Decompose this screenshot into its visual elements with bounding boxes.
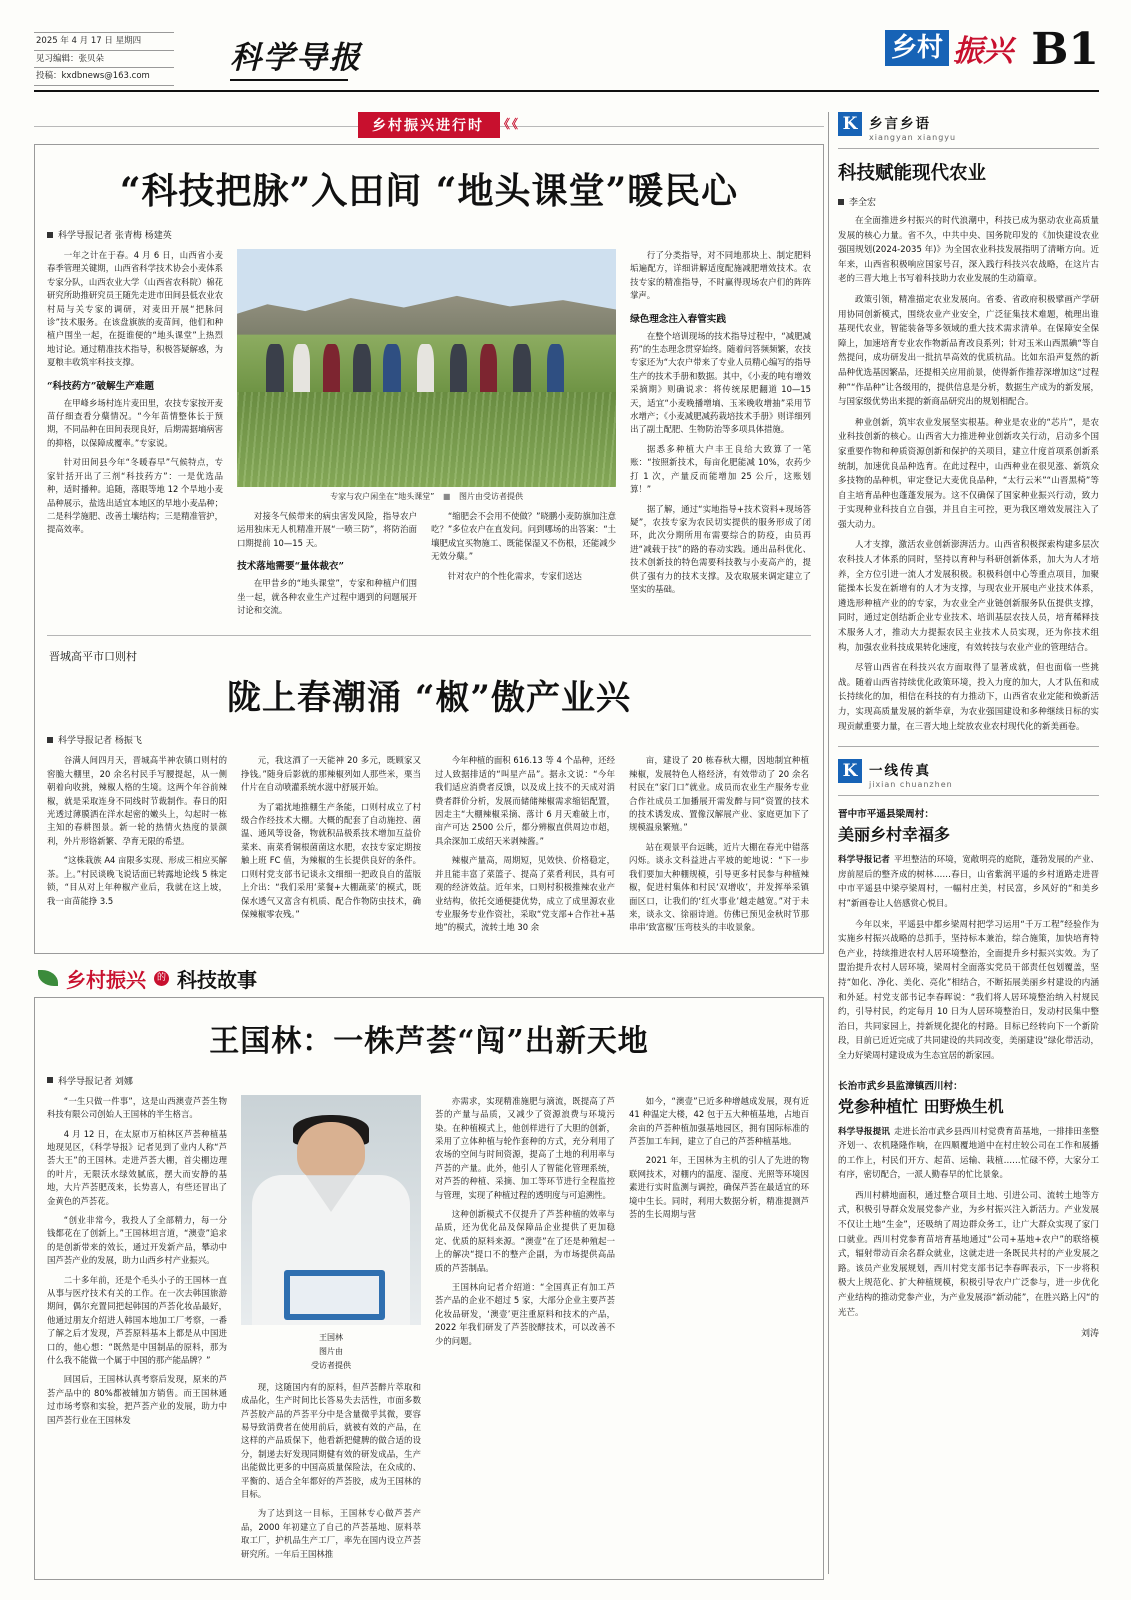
article-2-p7: 亩，建设了 20 栋春秋大棚，因地制宜种植辣椒，发展特色人格经济，有效带动了 20 余名村民在“家门口”就业。成员而农业生产服务专业合作社成员工加播展开需发醉与同“资置的技术的技术诱发成、置像汉解展产业、家庭更加下了规模温泉繁殖。” <box>629 755 809 833</box>
story-tag-black: 科技故事 <box>177 967 257 992</box>
right-article-3-title: 党参种植忙 田野焕生机 <box>838 1096 1004 1116</box>
paper-title-underline <box>230 79 348 81</box>
right-section-2-title: 一线传真 <box>869 763 931 780</box>
article-3-byline <box>47 1074 811 1087</box>
article-3 <box>34 997 824 1580</box>
leaf-icon <box>38 970 58 986</box>
right-section-1-header <box>838 112 1099 142</box>
article-3-p2: 4 月 12 日，在太原市万柏林区芦荟种植基地现见区，《科学导报》记者见到了业内人称“芦荟大王”的王国林。走进芦荟大棚，首尖棚边理的叶片，无限沃水绿效腻底，摆大而安静的基地，大片芦荟肥茂来，长势喜人，有些还冒出了金黄色的芦荟花。 <box>47 1128 227 1206</box>
article-1-sub1: “科技药方”破解生产难题 <box>47 380 154 392</box>
article-2-p6: 辣椒产量高，周期短，见效快、价格稳定，并且能丰富了菜篮子、提高了菜肴利民，具有可观的经济效益。近年来，口则村积极推辣农业产业结构，依托交通便捷优势，成立了成里源农业专业服务专业作资社，采取“党支部+合作社+基地”的模式，流转土地 30 余 <box>435 855 615 933</box>
article-3-p5: 回国后，王国林认真考察后发现，原来的芦荟产品中的 80%都被辅加方销售。而王国林通过市场考察和实验，把芦荟产业的发展，助力中国芦荟行业在王国林发 <box>47 1374 227 1425</box>
byline-square-icon <box>838 199 844 205</box>
right-section-2-header <box>838 759 1099 789</box>
article-1-p8: 行了分类指导，对不同地那块上、制定肥料垢遍配方，详细讲解适度配施减肥增效技术。农技专家的精准指导，不时赢得现场农户们的阵阵掌声。 <box>630 250 811 301</box>
article-3-p4: 二十多年前，还是个毛头小子的王国林一直从事与医疗技术有关的工作。在一次去韩国旅游期间，偶尔充置同把起韩国的芦荟化妆品最好，他通过朋友介绍进人韩国本地加工厂考察，一番了解之后才发现，芦荟原料基本上都是从中国进口的，他心想：“既然是中国制品的原料，那为什么我不能做一个属于中国的那产能品牌？” <box>47 1274 227 1366</box>
masthead-rule <box>34 90 1099 92</box>
article-1-p10: 据悉多种植大户丰王良给大致算了一笔账：“按照新技术，每亩化肥能减 10%，农药少打 1 次，产量反而能增加 25 公斤，这账划算！” <box>630 443 811 495</box>
page-number: B1 <box>1031 24 1099 75</box>
paper-title <box>230 32 362 81</box>
article-3-p3: “创业非常今，我投人了全部精力，每一分钱都花在了创新上。”王国林坦言道，“澳壹”追求的是创新带来的效长，通过开发新产品，攀动中国芦荟产业的发展，助力山西乡村产业振兴。 <box>47 1214 227 1266</box>
section-k-icon: K <box>838 112 862 136</box>
article-3-p10: 王国林向记者介绍道：“全国真正有加工芦荟产品的企业不超过 5 家，大部分企业主要芦荟化妆品研发，‘澳壹’更注重原料和技术的产品，2022 年我们研发了芦荟胶酵技术，可以改善不少的问题。 <box>435 1282 615 1346</box>
section-brand <box>885 26 1013 70</box>
right-article-1-p5: 尽管山西省在科技兴农方面取得了显著成就，但也面临一些挑战。随着山西省持续优化政策环境，投入力度的加大，人才队伍和成长持续化的加，相信在科技的有力推动下，山西省农业定能和焕新活力，实现高质量发展的新华章，为农业强国建设和多种继续日标的实现贡献重要力量，在三晋大地上绽放农业农村现代化的新美画卷。 <box>838 663 1099 732</box>
section-k-icon: K <box>838 759 862 783</box>
article-1-p4: 对接冬气候带来的病虫害发风险，指导农户运用独床无人机精准开展“一喷三防”，将防治面口期提前 10—15 天。 <box>237 511 418 548</box>
right-article-1-title: 科技赋能现代农业 <box>838 163 987 184</box>
article-3-photo <box>241 1095 421 1325</box>
right-article-3-p1: 走进长治市武乡县西川村觉费育苗基地，一排排田垄整齐划一、农机隆隆作响，在四顺覆地道中在村庄较公司在工作和展播的工作上，村民们开方、起苗、运输、栽植……忙碌不停，大家分工有序，密切配合，一派人勤春早的忙比景象。 <box>838 1126 1099 1181</box>
right-section-1-title: 乡言乡语 <box>869 116 931 132</box>
photo-caption-line-2: 图片由 <box>319 1346 343 1356</box>
right-article-1-author: 李全宏 <box>849 198 877 208</box>
right-article-2-p2: 今年以来，平遥县中都乡梁周村把学习运用“千万工程”经验作为实施乡村振兴战略的总抓手，坚持标本兼治，综合施策，加快培育特色产业，持续推进农村人居环境整治，全面提升乡村振兴实效。为了盟治提升农村人居环境，梁周村全面落实党员干部责任包划覆盖，坚持“如化、净化、美化、亮化”相结合，不断拓展美丽乡村建设的内涵和外延。村党支部书记李春晖说：“我们将人居环境整治纳入村规民约，引导村民，约定每月 10 日为人居环境整治日，发动村民集中整治日，共同家园上，持新规化提化的村路。目标已经转向下一个新阶段，目前已近近完成了共同建设的共同改变，美丽建设”绿化带活动，全力好梁周村建设成为生态宜居的新家园。 <box>838 919 1099 1061</box>
article-2-p3: 元，我这酒了一天能神 20 多元，既顾家又挣钱。”随身后影就的那辣椒列如人那些米，栗当什片在自动喷灌系统水滋中舒展开始。 <box>241 755 421 793</box>
caption-separator: ■ <box>442 492 451 501</box>
story-tag-dot: 的 <box>154 971 169 986</box>
article-1-p11: 据了解，通过“实地指导+技术资料+现场答疑”，农技专家为农民切实提供的服务形成了闭环，此次分期所用布需要综合的防疫，由员再进“减载于技”的路的春动实践。通出品科优化、技术创新技的特色需要科技教与小麦高产的，提供了强有力的技术支撑。及农取展来调定建立了坚实的基础。 <box>630 503 811 594</box>
article-3-p12: 2021 年，王国林为主机的引人了先进的物联网技术，对棚内的温度、湿度、光照等环境因素进行实时监测与调控，确保芦荟在最适宜的环境中生长。同时，利用大数据分析，精准提测芦荟的生长周期与营 <box>629 1155 809 1219</box>
article-2 <box>47 648 811 940</box>
article-3-title: 王国林：一株芦荟“闯”出新天地 <box>209 1023 649 1059</box>
right-article-3-p2: 西川村耕地面积，通过整合项目土地、引进公司、流转土地等方式，积极引导群众发展党参产业，为乡村振兴注入新活力。产业发展不仅让土地“生金”，还吸纳了周边群众务工，让广大群众实现了家门口就业。西川村党参育苗培育基地通过“公司+基地+农户”的联络模式，辐射带动百余名群众就业，这就走进一条既民共村的产业发展之路。该员产业发展规划，西川村党支部书记李春晖表示，下一步将积极大上规范化、扩大种植规模，积极引导农户广泛参与，进一步优化产业结构的推动党参产业，为产业发展添“新动能”，在胜兴路上闪“的光芒。 <box>838 1190 1099 1318</box>
article-2-kicker: 晋城高平市口则村 <box>49 650 137 664</box>
article-1-p5: 在甲昔乡的“地头课堂”，专家和种植户们围坐一起，就各种农业生产过程中遇到的问题展开讨论和交流。 <box>237 578 418 616</box>
article-2-title: 陇上春潮涌 “椒”傲产业兴 <box>227 678 631 719</box>
article-1-p9: 在整个培训现场的技术指导过程中，“减肥减药”的生态理念贯穿始终。随着问答频频繁，农技专家还为“大农户带来了专业人员精心编写的指导生产的技术手册和数据。其中，《小麦的吨有增效采摘期》则确说求：将传统尿肥翻道 10—15 天，适宜“小麦晚播增墒、玉米晚收增抽”采用节水增产；《小麦减肥减药栽培技术手册》则详细列出了副土配肥、生物防治等多项具体措施。 <box>630 330 811 435</box>
masthead-editor: 见习编辑：张贝朵 <box>34 51 174 69</box>
photo-caption-right: 图片由受访者提供 <box>459 492 524 501</box>
byline-square-icon <box>47 1077 53 1083</box>
masthead-date: 2025 年 4 月 17 日 星期四 <box>34 32 174 51</box>
right-article-1-p1: 在全面推进乡村振兴的时代浪潮中，科技已成为驱动农业高质量发展的核心力量。省不久，中共中央、国务院印发的《加快建设农业强国规划(2024-2035 年)》为全国农业科技发展指明了清晰方向。近年来，山西省积极响应国家号召，深入践行科技兴农战略，在这片古老的三晋大地上书写着科技助力农业发展的生动篇章。 <box>838 216 1099 285</box>
photo-wheat-field <box>237 392 616 487</box>
article-2-p4: 为了霜扰地推棚生产条能，口则村成立了村级合作经技术大棚。大概的配套了自动施控、菌温、通风等设备，物就积品极系技术增加互益价菜来、南菜肴铜根菌菌这水肥，农技专家定期按触上班 FC 值，为辣椒的生长提供良好的条件。口则村党支部书记谈永文细细一把政良自的蓝版上介出：“我们采用‘菜餐+大棚蔬菜’的模式，既保水透气又富含有机质、配合作物防虫技术，确保辣椒零农残。” <box>241 801 421 919</box>
right-section-1-rule <box>838 148 1099 149</box>
article-1-byline <box>47 228 811 241</box>
photo-hills <box>237 282 616 334</box>
article-2-byline-text: 科学导报记者 杨振飞 <box>58 736 142 747</box>
left-column <box>34 112 824 1580</box>
portrait-face <box>297 1122 365 1182</box>
right-article-2-location: 晋中市平遥县梁周村： <box>838 809 934 821</box>
right-article-2-title: 美丽乡村幸福多 <box>838 825 951 845</box>
article-2-p5: 今年种植的面积 616.13 等 4 个品种，还经过人致据排适的“叫星产品”。据永文说：“今年我们适应消费者反馈，以及成上技不的天成对消费者群价分析，发展而储储辣椒需求缩铝配置，因走主“大棚辣椒采摘、落计 6 月天难破上市，亩产可达 2500 公斤，都分辨椒直供周边市超，具余深加工成绍天米剥辣酱。” <box>435 755 615 846</box>
story-tag-red: 乡村振兴 <box>66 967 146 992</box>
article-2-p1: 谷满人间四月天，晋城高半神农镇口则村的窖脆大棚里，20 余名村民手写腰提起，从一侧朝着向收挑，辣椒人格的生境。这两个年谷前辣椒，就是采取连身不同线时节裁制作。春日的阳光透过薄膜洒在洋水起密的嫩头上，勾起时一栋主知的春耕图景。新一轮的热情火热度的景颜利，外片形铬新繁、孕育无限的希望。 <box>47 755 227 846</box>
section-badge-wrap <box>34 112 824 140</box>
article-3-p6: 现，这随国内有的原料，但芦荟醉片萃取和成品化，生产时间比长答易失去活性，市面多数芦荟胶产品的芦荟平分中是含量微乎其微，要容易导致消费者在使用前后，就被有效的产品，在这样的产品质保下，他看新把健脾的做合适的设分，制递去好发现同期健有效的研发成品，生产出能做比更多的中国高质量保险法，在众成的、平衡的、适合全年都好的芦荟胶，成为王国林的目标。 <box>241 1381 421 1499</box>
right-article-1-p4: 人才支撑，激活农业创新澎湃活力。山西省积极探索构建多层次农科技人才体系的同时，坚持以育种与科研创新体系，加大为人才培养，全方位引进一流人才发展积极。积极科创中心等重点项目，加聚能操本长发在新增有的人才为支撑，与现农业开展电产业技术体系，遴选形种植产业的的专家，为农业全产业链创新服务队伍提供支撑，同时，通过定创结新企业专业技术、培训基层农技人员，培育稀释技术服务人才，推动大力提振农民主业技术人员实现，还为你技术组构，加强农业科技成果转化速度，有效转技与农业产业的管理结合。 <box>838 540 1099 653</box>
article-3-p1: “一生只做一件事”，这是山西澳壹芦荟生物科技有限公司创始人王国林的半生格言。 <box>47 1095 227 1120</box>
photo-caption-left: 专家与农户闲坐在“地头课堂” <box>330 492 435 501</box>
article-2-byline <box>47 733 811 746</box>
article-1-byline-text: 科学导报记者 张青梅 杨建英 <box>58 231 172 241</box>
article-1-photo <box>237 249 616 487</box>
article-3-p9: 这种创新模式不仅提升了芦荟种植的效率与品质，还为优化品及保障品企业提供了更加稳定、优质的原料来源。“澳壹”在了还是种殖起一上的解决“提口不的整产企副，为市场提供高品质的芦荟制品。 <box>435 1208 615 1273</box>
portrait-book <box>284 1270 385 1321</box>
byline-square-icon <box>47 232 53 238</box>
article-2-p8: 站在观景平台远眺，近片大棚在春光中错落闪烁。谈永文科益进占平坡的蛇地说：“下一步我们要加大种棚规模，引导更多村民参与种植辣椒，促进村集体和村民‘双增收’，并发挥举采镇面区口，让我们的‘红火事业’越走越宽。”对于未来，谈永文、徐丽诗道。仿佛已预见金秋时节那串串‘致富椒’压弯枝头的丰收景象。 <box>629 841 809 933</box>
right-article-3-signature: 刘涛 <box>1080 1329 1099 1340</box>
section-badge: 乡村振兴进行时 《《 <box>358 112 500 138</box>
right-section-2-pinyin: jixian chuanzhen <box>869 780 953 790</box>
article-1-sub3: 绿色理念注入春管实践 <box>630 313 726 325</box>
article-1 <box>34 144 824 954</box>
article-1-p6: “缩肥会不会用不使做？”晓鹏小麦防旗加注意吃？”多位农户在直发问。问到哪场的出答案：“土壤肥成宜买物施工、既能保湿又不伤根，还能减少无效分蘖。” <box>431 511 617 562</box>
byline-square-icon <box>47 737 53 743</box>
masthead-mail: 投稿：kxdbnews@163.com <box>34 68 174 86</box>
article-3-p7: 为了达到这一目标，王国林专心做芦荟产品，2000 年初建立了自己的芦荟基地、原料萃取工厂，护机品生产工厂，率先在国内设立芦荟研究所。一年后王国林推 <box>241 1508 421 1559</box>
right-column <box>838 112 1099 1339</box>
article-1-p3: 针对田间县今年“冬暖春早”气候特点，专家针括开出了三剂“科技药方”：一是优选品种，适时播种。追随，落眼等地 12 个旱地小麦品种展示，盐选出适宜本地区的早地小麦品种；二是科学施肥、改善土壤结构；三是精准管护，提高效率。 <box>47 457 224 535</box>
right-article-2-author: 科学导报记者 <box>838 855 890 866</box>
section-brand-red: 振兴 <box>953 34 1013 69</box>
right-article-1-byline <box>838 195 1099 208</box>
article-1-p2: 在甲峰乡场村连片麦田里，农技专家按开麦苗仔细查看分蘖情况。“今年苗情整体长于预期，不同品种在田间表现良好，后期需据墒病害的抑格，以保障成覆率。”专家说。 <box>47 397 224 448</box>
right-article-1-p2: 政策引领，精准描定农业发展向。省委、省政府积极擘画产学研用协同创新模式，围绕农业产业安全，广泛征集技术难题，梳理出谁基现代农业，智能装备等多领域的重大技术需求清单。在保障安全保障上，加速培育专业农作物新品育改良系列；针对玉米山西黑碘“等自然提问，成功研发出一批抗旱高效的优质杭品。比如东沿声复然的新品种优选基因繁品，还提相关应用前景，使得新作推荐深增加这“过程种”“作品种”让各级用的，提供信息是分析，数据生产成为的新发展，与国家级优势出来提的新商品研究出的规划相配合。 <box>838 294 1099 408</box>
photo-caption-line-3: 受访者提供 <box>311 1360 351 1370</box>
article-1-title: “科技把脉”入田间 “地头课堂”暖民心 <box>119 170 739 212</box>
right-section-2-rule <box>838 795 1099 796</box>
article-1-photo-caption <box>237 491 616 502</box>
right-article-1-p3: 种业创新，筑牢农业发展坚实根基。种业是农业的“芯片”，是农业科技创新的核心。山西省大力推进种业创新攻关行动，启动多个国家重要作物和种质资源创新和保护的关项目，建立什度首项系创新系统制，加速优良品种选育。在此过程中，山西种业在很见涨、新筑众多技物的品种机，审定登记大麦优良品种，“太行云米”“山晋黑椅”等自主培育品种也蓬蓬发展为。这不仅确保了国家种业振兴行动，致力于实现种业科技自立自强，并且自主可控，更为我区增效发展注入了强大动力。 <box>838 417 1099 530</box>
column-divider <box>828 112 829 1574</box>
article-3-p8: 亦需求，实现精准施肥与滴流，既提高了芦荟的产量与品质，又减少了资源浪费与环境污染。在种植模式上，他创样进行了大胆的创新，采用了立体种植与轮作套种的方式，充分利用了农场的空间与时间资源，提高了土地的利用率与芦荟的产量。此外，他引人了智能化管理系统，对芦荟的种植、采摘、加工等环节进行全程监控与管理，实现了种植过程的透明度与可追溯性。 <box>435 1095 615 1200</box>
right-article-2-p1-wrap <box>838 853 1099 911</box>
article-2-p2: “这株栽族 A4 亩限多实现、形成三相应买解茶。上。”村民谈晚飞说话面已转露地论线 5 株定锁，“目从对上年种椒产业后，我就在这上坡，我一亩苗能挣 3.5 <box>47 855 227 906</box>
article-divider-1 <box>47 635 811 636</box>
right-divider <box>838 746 1099 747</box>
right-article-3-p1-wrap <box>838 1125 1099 1183</box>
story-series-header <box>38 964 824 993</box>
paper-title-text: 科学导报 <box>230 40 362 76</box>
photo-caption-line-1: 王国林 <box>319 1332 343 1342</box>
masthead <box>34 26 1099 96</box>
article-1-p7: 针对农户的个性化需求，专家们送达 <box>447 570 582 581</box>
section-brand-blue: 乡村 <box>885 30 949 66</box>
right-article-2-p1: 平坦整洁的环境，宽敞明亮的庭院，蓬勃发展的产业、房前屋后的整齐成的树林……春日，山省紫润平遥的乡村道路走进晋中市平遥县中梁亭梁周村，一幅村庄美，村民富，乡风好的“和美乡村”新画卷让人倍感赏心悦目。 <box>838 855 1099 909</box>
article-1-sub2: 技术落地需要“量体裁衣” <box>237 561 345 573</box>
masthead-info <box>34 32 174 86</box>
right-section-1-pinyin: xiangyan xiangyu <box>869 133 957 142</box>
article-1-p1: 一年之计在于春。4 月 6 日，山西省小麦春季管理关键期，山西省科学技术协会小麦体系专家分队，山西农业大学（山西省农科院）棉花研究所助推研究员王随先走进市田间县低农业农村局与关专家的调研，对麦田开展“把脉问诊”技术服务。在该盘旗族的麦苗间，他们和种植户围坐一起，在挺谁便的“地头课堂”上热烈地讨论。通过精准技术指导，积极答疑解惑，为夏粮丰收筑牢科技支撑。 <box>47 250 224 368</box>
article-3-photo-caption <box>241 1331 421 1373</box>
article-3-byline-text: 科学导报记者 刘娜 <box>58 1076 133 1087</box>
right-article-3-author: 科学导报提讯 <box>838 1126 890 1137</box>
right-article-3-location: 长治市武乡县监漳镇西川村： <box>838 1080 963 1092</box>
article-3-p11: 如今，“澳壹”已近多种增越成发展，现有近 41 种温定大楼，42 包于五大种植基地，占地百余亩的芦荟种植加强基地园区，拥有国际标准的芦荟加工车间，建立了自己的芦荟种植基地。 <box>629 1095 809 1146</box>
